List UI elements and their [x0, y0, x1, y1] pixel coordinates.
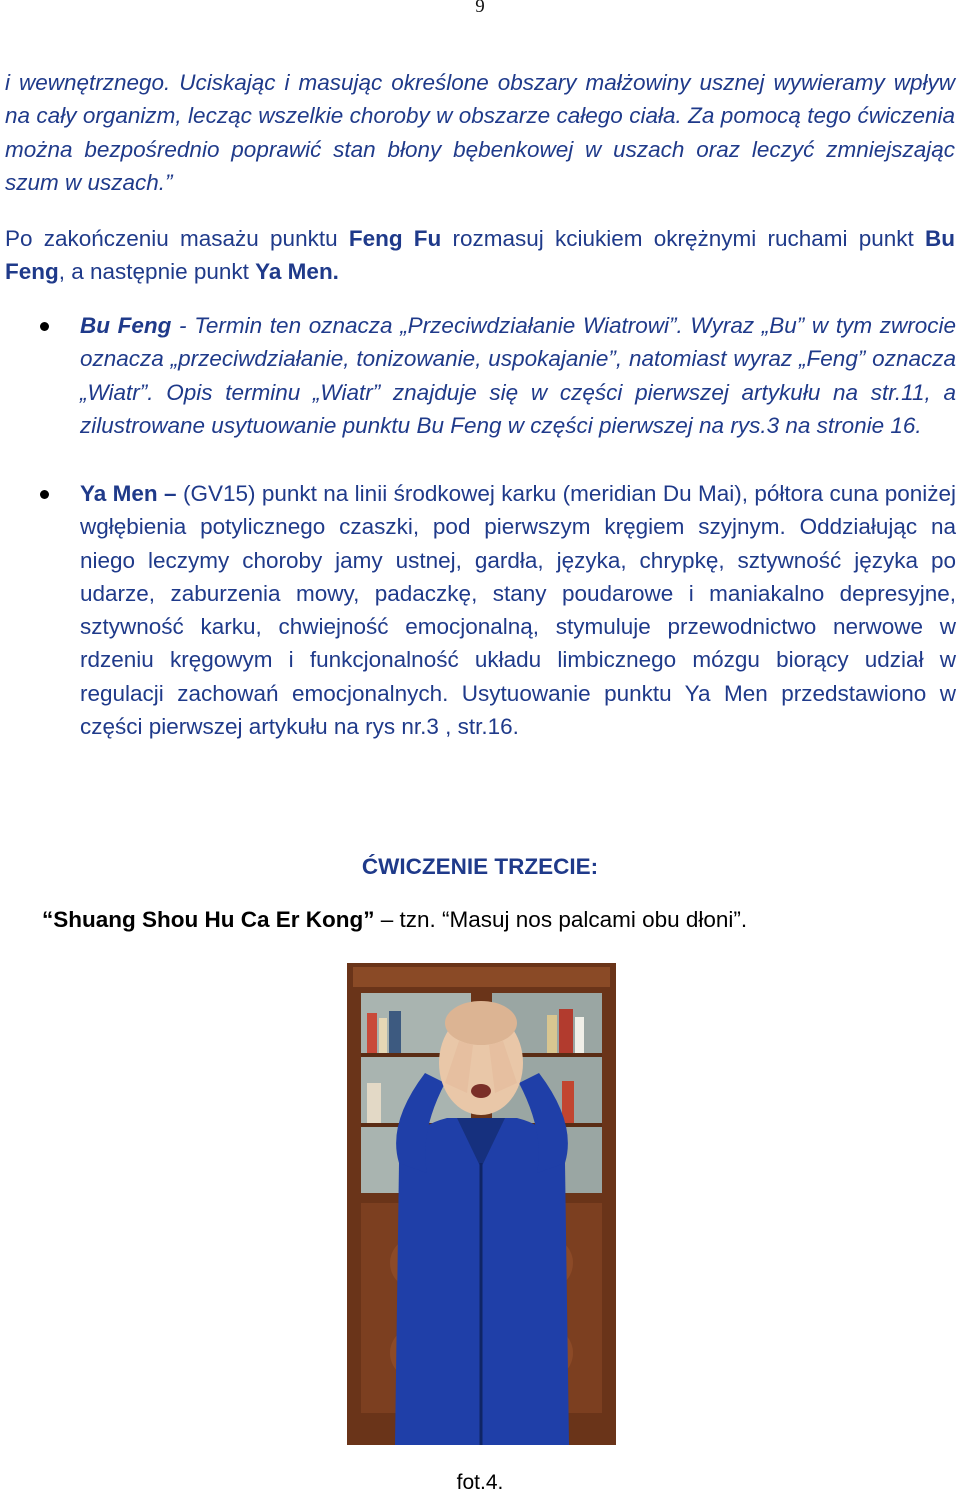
bullet-text: (GV15) punkt na linii środkowej karku (meridian Du Mai), półtora cuna poniżej wgłębienia potylicznego czaszki, pod pierwszym kręgiem szyjnym. Oddziałując na niego leczymy choroby jamy ustnej, gardła, języka, chrypkę, sztywność języka po udarze, zaburzenia mowy, padaczkę, stany poudarowe i maniakalno depresyjne, sztywność karku, chwiejność emocjonalną, stymuluje przewodnictwo nerwowe w rdzeniu kręgowym i funkcjonalność układu limbicznego mózgu biorący udział w regulacji zachowań emocjonalnych. Usytuowanie punktu Ya Men przedstawiono w części pierwszej artykułu na rys nr.3 , str.16. — [80, 481, 956, 740]
exercise-heading: ĆWICZENIE TRZECIE: — [361, 854, 599, 879]
bullet-dot — [40, 490, 49, 499]
exercise-name: “Shuang Shou Hu Ca Er Kong” — [42, 907, 375, 932]
exercise-translation: – tzn. “Masuj nos palcami obu dłoni”. — [374, 907, 748, 932]
bullet-ya-men — [80, 477, 956, 743]
bullet-term: Bu Feng — [80, 313, 172, 338]
page-number: 9 — [475, 0, 485, 17]
massage-paragraph — [5, 222, 955, 289]
point-ya-men: Ya Men. — [255, 259, 339, 285]
massage-text-1: Po zakończeniu masażu punktu — [5, 226, 349, 251]
massage-text-2: rozmasuj kciukiem okrężnymi ruchami punkt — [441, 226, 926, 251]
exercise-photo — [347, 963, 616, 1445]
bullet-bu-feng — [80, 309, 956, 442]
intro-paragraph: i wewnętrznego. Uciskając i masując określone obszary małżowiny usznej wywieramy wpływ na cały organizm, lecząc wszelkie choroby w obszarze całego ciała. Za pomocą tego ćwiczenia można bezpośrednio poprawić stan błony bębenkowej w uszach oraz leczyć zmniejszając szum w uszach.” — [5, 70, 955, 195]
point-bu-feng: Bu Feng — [5, 226, 956, 285]
massage-text-3: , a następnie punkt — [58, 259, 256, 285]
photo-caption: fot.4. — [456, 1471, 504, 1494]
bullet-text: - Termin ten oznacza „Przeciwdziałanie Wiatrowi”. Wyraz „Bu” w tym zwrocie oznacza „przeciwdziałanie, tonizowanie, uspokajanie”, natomiast wyraz „Feng” oznacza „Wiatr”. Opis terminu „Wiatr” znajduje się w części pierwszej artykułu na str.11, a zilustrowane usytuowanie punktu Bu Feng w części pierwszej na rys.3 na stronie 16. — [80, 313, 956, 438]
point-feng-fu: Feng Fu — [348, 226, 442, 251]
bullet-dot — [40, 322, 49, 331]
exercise-title — [42, 907, 942, 933]
bullet-term: Ya Men – — [80, 481, 177, 506]
photo-illustration — [347, 963, 616, 1445]
